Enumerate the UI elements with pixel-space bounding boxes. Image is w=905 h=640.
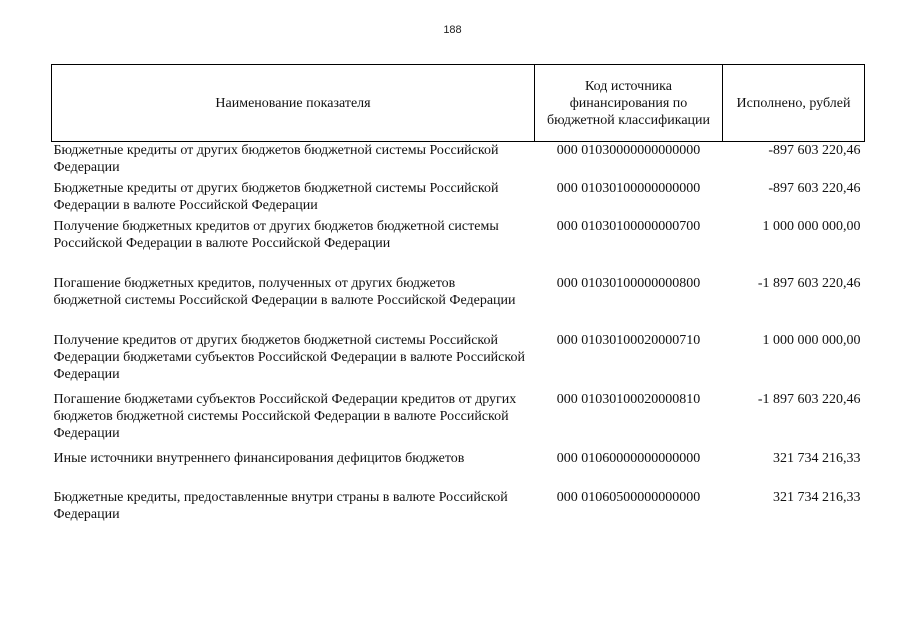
row-source-code: 000 01030100020000810: [556, 392, 701, 407]
row-executed-amount: 321 734 216,33: [773, 451, 861, 466]
table-row: [52, 489, 865, 527]
table-row: [52, 180, 865, 218]
row-indicator-name: Погашение бюджетных кредитов, полученных от других бюджетов бюджетной системы Российской Федерации в валюте Российской Федерации: [53, 276, 516, 308]
table-body: [52, 142, 865, 528]
row-indicator-name: Бюджетные кредиты, предоставленные внутри страны в валюте Российской Федерации: [53, 490, 508, 522]
row-indicator-name: Погашение бюджетами субъектов Российской Федерации кредитов от других бюджетов бюджетной системы Российской Федерации в валюте Российской Федерации: [53, 392, 517, 441]
row-executed-amount: 1 000 000 000,00: [762, 333, 861, 348]
row-source-code: 000 01030100000000800: [556, 276, 701, 291]
budget-sources-table: [51, 64, 865, 527]
row-source-code: 000 01030100020000710: [556, 333, 701, 348]
table-row: [52, 332, 865, 391]
header-executed-amount: Исполнено, рублей: [723, 65, 865, 142]
row-source-code: 000 01030100000000700: [556, 219, 701, 234]
row-indicator-name: Иные источники внутреннего финансирования дефицитов бюджетов: [53, 451, 465, 466]
row-indicator-name: Бюджетные кредиты от других бюджетов бюджетной системы Российской Федерации: [53, 143, 499, 175]
table-header: [52, 65, 865, 142]
row-executed-amount: -897 603 220,46: [768, 143, 861, 158]
header-source-code: Код источника финансирования по бюджетной классификации: [535, 65, 723, 142]
row-source-code: 000 01030100000000000: [556, 181, 701, 196]
row-executed-amount: 1 000 000 000,00: [762, 219, 861, 234]
row-source-code: 000 01030000000000000: [556, 143, 701, 158]
table-row: [52, 142, 865, 181]
row-executed-amount: -1 897 603 220,46: [757, 392, 861, 407]
page-number: 188: [443, 24, 462, 36]
header-indicator-name: Наименование показателя: [52, 65, 535, 142]
row-executed-amount: -897 603 220,46: [768, 181, 861, 196]
table-row: [52, 218, 865, 275]
row-source-code: 000 01060000000000000: [556, 451, 701, 466]
header-row: [52, 65, 865, 142]
table-row: [52, 275, 865, 332]
row-indicator-name: Получение кредитов от других бюджетов бюджетной системы Российской Федерации бюджетами субъектов Российской Федерации в валюте Российской Федерации: [53, 333, 525, 382]
row-executed-amount: -1 897 603 220,46: [757, 276, 861, 291]
table-row: [52, 450, 865, 489]
row-source-code: 000 01060500000000000: [556, 490, 701, 505]
row-executed-amount: 321 734 216,33: [773, 490, 861, 505]
row-indicator-name: Бюджетные кредиты от других бюджетов бюджетной системы Российской Федерации в валюте Российской Федерации: [53, 181, 499, 213]
row-indicator-name: Получение бюджетных кредитов от других бюджетов бюджетной системы Российской Федерации в валюте Российской Федерации: [53, 219, 499, 251]
table-row: [52, 391, 865, 450]
